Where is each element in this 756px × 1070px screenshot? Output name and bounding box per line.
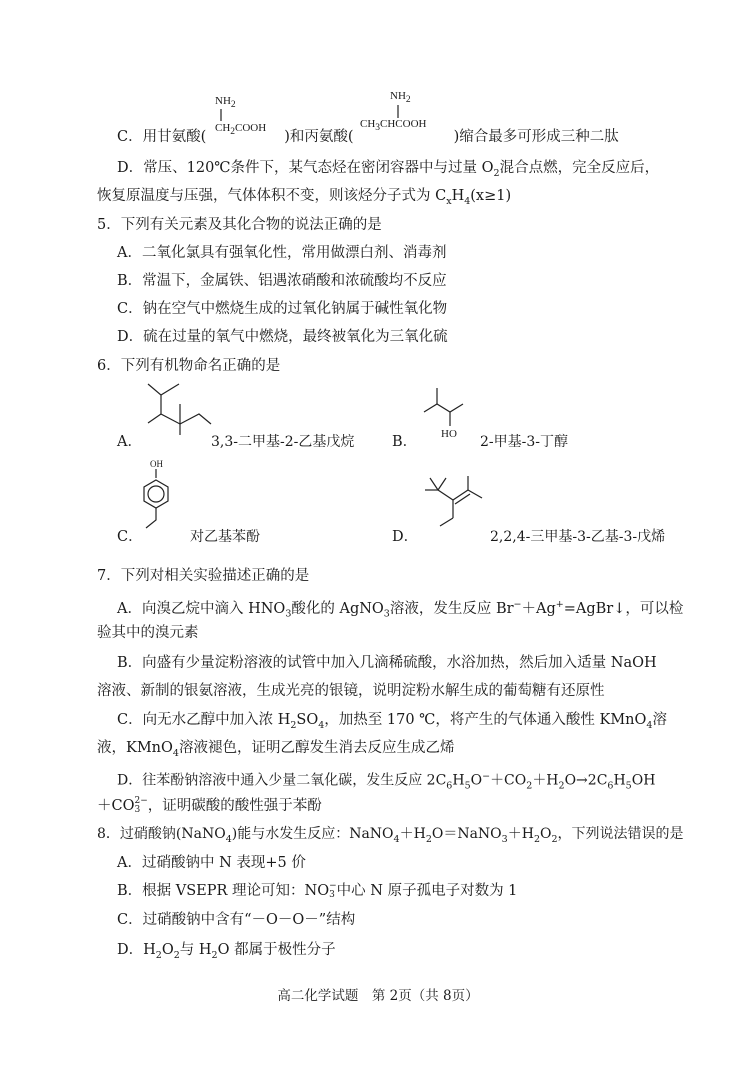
q5-option-c: C．钠在空气中燃烧生成的过氧化钠属于碱性氧化物 — [117, 301, 448, 317]
q8-stem: 8．过硝酸钠(NaNO$_4$)能与水发生反应：$NaNO_4+H_2O=NaNO_3+H_2O_2$，下列说法错误的是 — [97, 826, 684, 845]
q7-option-c-line1: C．向无水乙醇中加入浓 $H_2SO_4$，加热至 170 ℃，将产生的气体通入酸性 KMnO$_4$溶 — [117, 712, 667, 731]
q5-option-d: D．硫在过量的氧气中燃烧，最终被氧化为三氧化硫 — [117, 329, 448, 345]
q7-option-d-line2: ＋CO 2− 3 ，证明碳酸的酸性强于苯酚 — [97, 796, 322, 815]
q8-option-d: D．$H_2O_2$与 $H_2O$ 都属于极性分子 — [117, 942, 336, 961]
q4-option-c: C．用甘氨酸( )和丙氨酸( )缩合最多可形成三种二肽 — [117, 129, 619, 145]
q6-option-a-letter: A． — [117, 434, 142, 450]
q6-b-name: 2-甲基-3-丁醇 — [480, 434, 569, 450]
q7-option-a-line1: A．向溴乙烷中滴入 $HNO_3$酸化的 AgNO$_3$溶液，发生反应 Br−＋Ag+=AgBr↓，可以检 — [117, 599, 684, 620]
q6-c-name: 对乙基苯酚 — [190, 529, 260, 545]
q6-c-hydroxyl: OH — [150, 459, 163, 469]
q7-option-d-line1: D．往苯酚钠溶液中通入少量二氧化碳，发生反应 $2C_6H_5O^-+CO_2+H_2O\to 2C_6H_5OH$ — [117, 771, 656, 792]
q7-option-b-line1: B．向盛有少量淀粉溶液的试管中加入几滴稀硫酸，水浴加热，然后加入适量 NaOH — [117, 655, 657, 671]
q6-d-name: 2,2,4-三甲基-3-乙基-3-戊烯 — [490, 529, 666, 545]
q8-option-a: A．过硝酸钠中 N 表现+5 价 — [117, 855, 306, 871]
q7-option-b-line2: 溶液、新制的银氨溶液，生成光亮的银镜，说明淀粉水解生成的葡萄糖有还原性 — [97, 683, 605, 699]
q5-option-b: B．常温下，金属铁、铝遇浓硝酸和浓硫酸均不反应 — [117, 273, 447, 289]
q6-option-d-letter: D． — [392, 529, 419, 545]
q4-option-d-line2: 恢复原温度与压强，气体体积不变，则该烃分子式为 $C_xH_4(x\ge 1)$ — [97, 188, 512, 207]
q6-option-b-letter: B． — [392, 434, 418, 450]
q8-option-c: C．过硝酸钠中含有“－O－O－”结构 — [117, 912, 356, 928]
q6-d-skeletal-structure — [0, 0, 1, 1]
q5-stem: 5．下列有关元素及其化合物的说法正确的是 — [97, 217, 382, 233]
q6-a-name: 3,3-二甲基-2-乙基戊烷 — [211, 434, 355, 450]
page-footer: 高二化学试题 第 2页（共 8页） — [277, 988, 479, 1004]
q7-option-a-line2: 验其中的溴元素 — [97, 625, 199, 641]
q4-option-d-line1: D．常压、120℃条件下，某气态烃在密闭容器中与过量 $O_2$混合点燃，完全反应后， — [117, 160, 660, 179]
q7-stem: 7．下列对相关实验描述正确的是 — [97, 568, 310, 584]
q6-option-c-letter: C． — [117, 529, 143, 545]
q6-stem: 6．下列有机物命名正确的是 — [97, 358, 281, 374]
q8-option-b: B．根据 VSEPR 理论可知：NO − 3 中心 N 原子孤电子对数为 1 — [117, 881, 518, 900]
q6-b-hydroxyl: HO — [441, 428, 457, 440]
q7-option-c-line2: 液，KMnO$_4$溶液褪色，证明乙醇发生消去反应生成乙烯 — [97, 740, 455, 759]
exam-page: $NH_2$ $CH_2COOH$ $NH_2$ $CH_3CHCOOH$ C．用甘氨酸( )和丙氨酸( )缩合最多可形成三种二肽 D．常压、120℃条件下，某气态烃在密闭容器中与过量 $O_2$混合点燃，完全反应后， 恢复原温度与压强，气体体积不变，则该烃分子式为 $C_xH_4(x\ge 1)$ 5．下列有关元素及其化合物的说法正确的是 A．二氧化氯具有强氧化性，常用做漂白剂、消毒剂 B．常温下，金属铁、铝遇浓硝酸和浓硫酸均不反应 C．钠在空气中燃烧生成的过氧化钠属于碱性氧化物 D．硫在过量的氧气中燃烧，最终被氧化为三氧化硫 6．下列有机物命名正确的是 A． 3,3-二甲基-2-乙基戊烷 B． HO 2-甲基-3-丁醇 C． OH 对乙基苯酚 D． 2,2,4-三甲基-3-乙基-3-戊烯 7．下列对相关实验描述正确的是 A．向溴乙烷中滴入 $HNO_3$酸化的 AgNO$_3$溶液，发生反应 Br−＋Ag+=AgBr↓，可以检 验其中的溴元素 B．向盛有少量淀粉溶液的试管中加入几滴稀硫酸，水浴加热，然后加入适量 NaOH 溶液、新制的银氨溶液，生成光亮的银镜，说明淀粉水解生成的葡萄糖有还原性 C．向无水乙醇中加入浓 $H_2SO_4$，加热至 170 ℃，将产生的气体通入酸性 KMnO$_4$溶 液，KMnO$_4$溶液褪色，证明乙醇发生消去反应生成乙烯 D．往苯酚钠溶液中通入少量二氧化碳，发生反应 $2C_6H_5O^-+CO_2+H_2O\to 2C_6H_5OH$ ＋CO 2− 3 ，证明碳酸的酸性强于苯酚 8．过硝酸钠(NaNO$_4$)能与水发生反应：$NaNO_4+H_2O=NaNO_3+H_2O_2$，下列说法错误的是 A．过硝酸钠中 N 表现+5 价 B．根据 VSEPR 理论可知：NO − 3 中心 N 原子孤电子对数为 1 C．过硝酸钠中含有“－O－O－”结构 D．$H_2O_2$与 $H_2O$ 都属于极性分子 高二化学试题 第 2页（共 8页） — [0, 0, 756, 1070]
q5-option-a: A．二氧化氯具有强氧化性，常用做漂白剂、消毒剂 — [117, 245, 447, 261]
